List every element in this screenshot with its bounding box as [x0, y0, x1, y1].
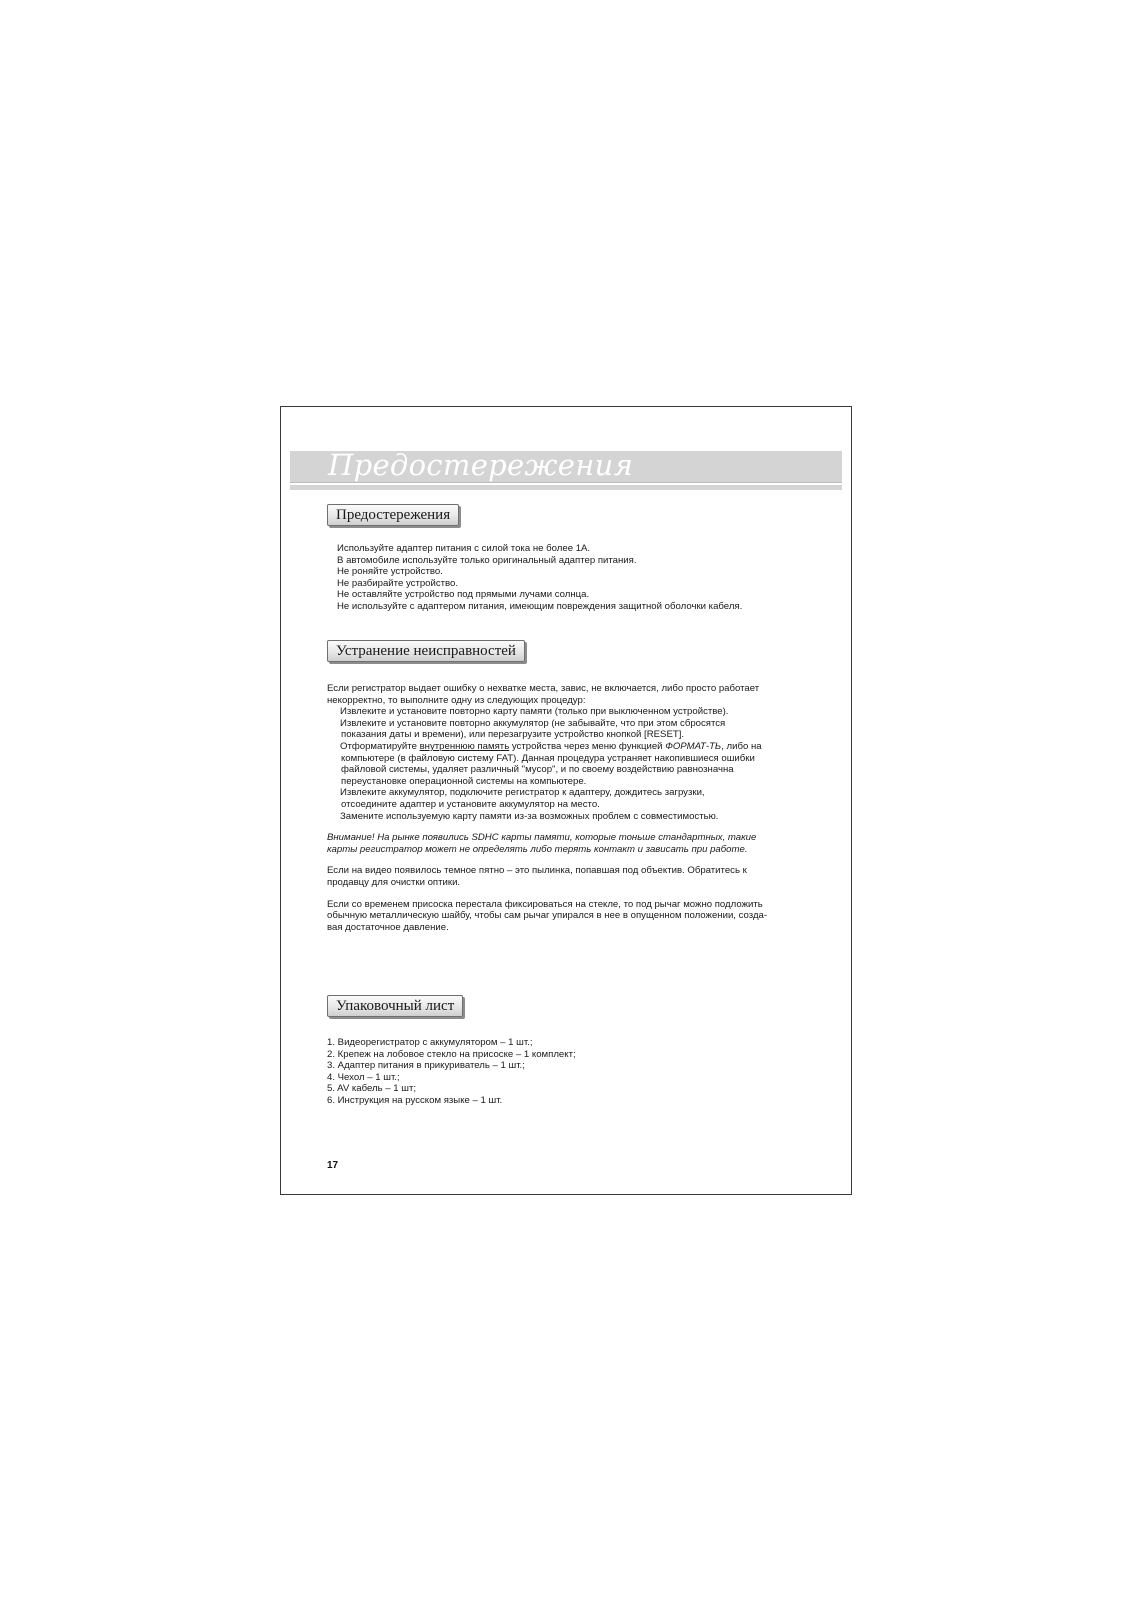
- troubleshooting-step-continued: компьютере (в файловую систему FAT). Данная процедура устраняет накопившиеся ошибки: [341, 752, 755, 764]
- troubleshooting-step-continued: переустановке операционной системы на компьютере.: [341, 775, 587, 787]
- troubleshooting-step: Замените используемую карту памяти из-за возможных проблем с совместимостью.: [340, 810, 719, 822]
- precautions-list: [337, 543, 742, 613]
- troubleshooting-step: [327, 741, 767, 753]
- sdhc-warning: Внимание! На рынке появились SDHC карты памяти, которые тоньше стандартных, такие: [327, 832, 757, 844]
- suction-cup-note: обычную металлическую шайбу, чтобы сам рычаг упирался в нее в опущенном положении, созда-: [327, 910, 768, 922]
- precaution-line: В автомобиле используйте только оригинальный адаптер питания.: [337, 554, 637, 566]
- dark-spot-note: Если на видео появилось темное пятно – это пылинка, попавшая под объектив. Обратитесь к: [327, 865, 747, 877]
- troubleshooting-step: Извлеките аккумулятор, подключите регистратор к адаптеру, дождитесь загрузки,: [340, 787, 705, 799]
- step-text: устройства через меню функцией: [509, 740, 666, 752]
- troubleshooting-step-continued: файловой системы, удаляет различный "мусор", и по своему воздействию равнозначна: [341, 764, 734, 776]
- packing-item: 4. Чехол – 1 шт.;: [327, 1071, 400, 1083]
- section-heading-troubleshooting: Устранение неисправностей: [327, 640, 525, 662]
- manual-page: [280, 406, 852, 1195]
- precaution-line: Не оставляйте устройство под прямыми лучами солнца.: [337, 589, 590, 601]
- precaution-line: Не используйте с адаптером питания, имеющим повреждения защитной оболочки кабеля.: [337, 600, 743, 612]
- packing-item: 5. AV кабель – 1 шт;: [327, 1083, 417, 1095]
- suction-cup-note: Если со временем присоска перестала фиксироваться на стекле, то под рычаг можно подложить: [327, 898, 763, 910]
- precaution-line: Не роняйте устройство.: [337, 566, 443, 578]
- packing-list: [327, 1037, 576, 1107]
- packing-item: 2. Крепеж на лобовое стекло на присоске – 1 комплект;: [327, 1048, 576, 1060]
- title-band: [290, 448, 842, 483]
- troubleshooting-text: [327, 683, 767, 933]
- troubleshooting-step-continued: отсоедините адаптер и установите аккумулятор на место.: [341, 798, 600, 810]
- precaution-line: Используйте адаптер питания с силой тока не более 1А.: [337, 543, 591, 554]
- section-heading-precautions: Предостережения: [327, 504, 459, 526]
- dark-spot-note: продавцу для очистки оптики.: [327, 876, 461, 888]
- format-menu-term: ФОРМАТ-ТЬ: [665, 740, 722, 752]
- section-heading-packing-list: Упаковочный лист: [327, 995, 463, 1017]
- packing-item: 6. Инструкция на русском языке – 1 шт.: [327, 1094, 503, 1106]
- packing-item: 3. Адаптер питания в прикуриватель – 1 шт.;: [327, 1060, 525, 1072]
- step-text: , либо на: [721, 740, 762, 752]
- precaution-line: Не разбирайте устройство.: [337, 577, 459, 589]
- packing-item: 1. Видеорегистратор с аккумулятором – 1 шт.;: [327, 1037, 533, 1048]
- page-number: 17: [327, 1160, 339, 1171]
- suction-cup-note: вая достаточное давление.: [327, 921, 449, 933]
- page-title: Предостережения: [328, 448, 634, 482]
- troubleshooting-step: Извлеките и установите повторно карту памяти (только при выключенном устройстве).: [340, 706, 729, 718]
- troubleshooting-intro: некорректно, то выполните одну из следующих процедур:: [327, 694, 586, 706]
- troubleshooting-intro: Если регистратор выдает ошибку о нехватке места, завис, не включается, либо просто работает: [327, 683, 760, 694]
- troubleshooting-step: Извлеките и установите повторно аккумулятор (не забывайте, что при этом сбросятся: [340, 717, 726, 729]
- step-text: Отформатируйте: [340, 740, 420, 752]
- title-underline: [290, 485, 842, 490]
- internal-memory-term: внутреннюю память: [419, 740, 510, 752]
- troubleshooting-step-continued: показания даты и времени), или перезагрузите устройство кнопкой [RESET].: [341, 729, 685, 741]
- sdhc-warning: карты регистратор может не определять либо терять контакт и зависать при работе.: [327, 843, 748, 855]
